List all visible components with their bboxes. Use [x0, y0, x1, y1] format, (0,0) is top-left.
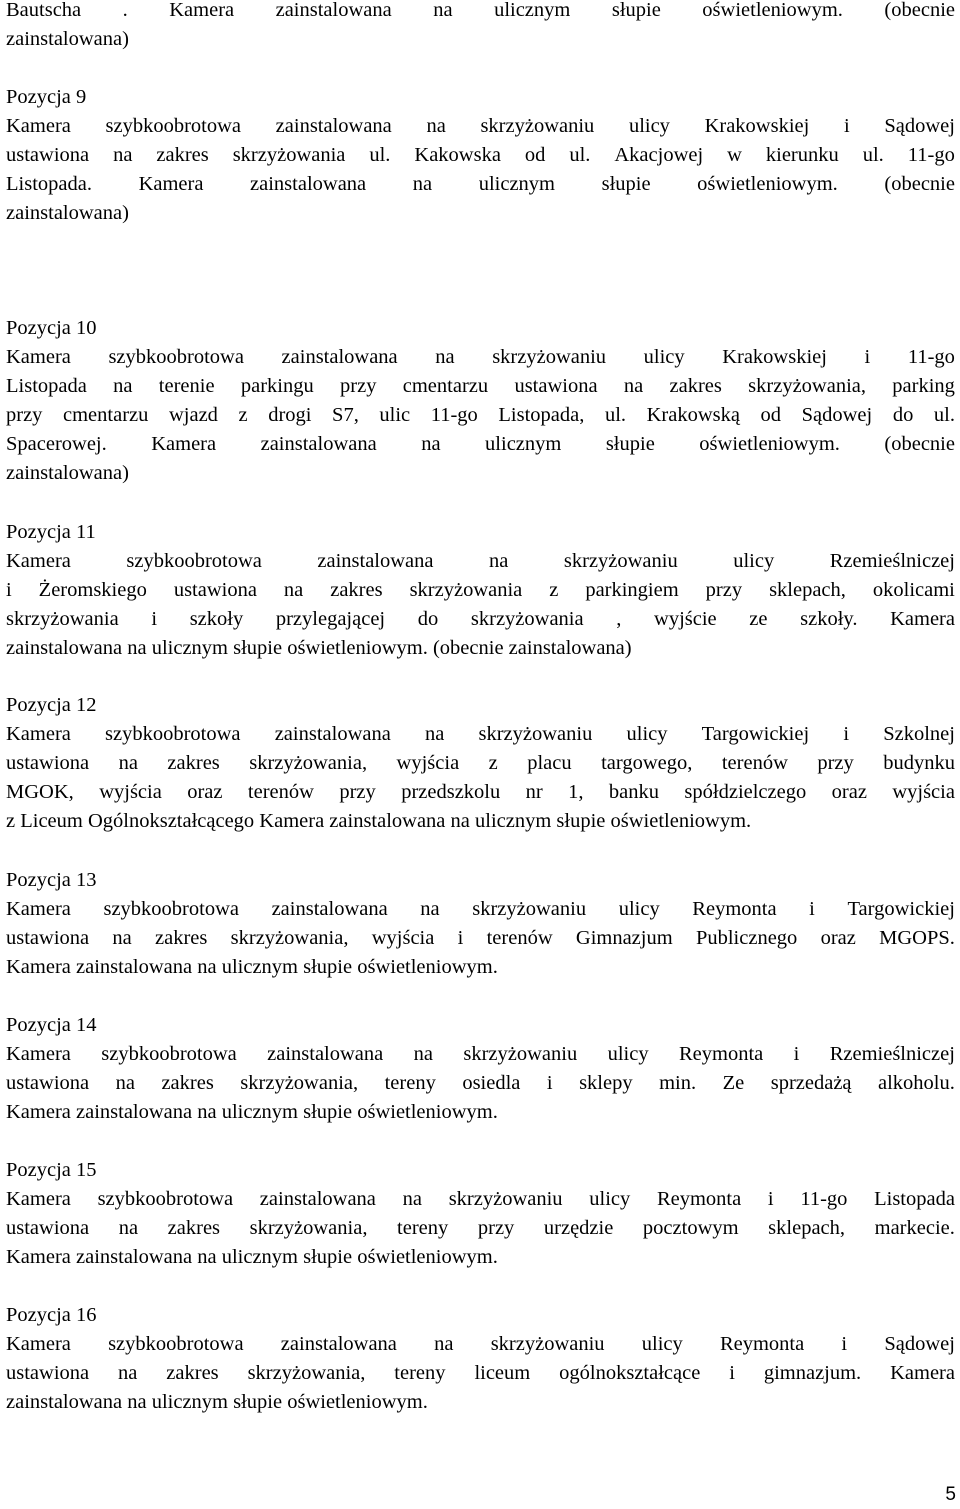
word: ustawiona	[514, 375, 598, 397]
word: Kamera	[169, 0, 235, 21]
word: skrzyżowania,	[748, 375, 866, 397]
word: sprzedażą	[770, 1072, 852, 1094]
word: zainstalowana	[271, 898, 388, 920]
word: ul.	[604, 404, 627, 426]
word: ustawiona	[6, 927, 90, 949]
word: oświetleniowym.	[697, 173, 838, 195]
text-line	[6, 112, 955, 141]
word: ulicy	[589, 1188, 631, 1210]
section-heading-p14: Pozycja 14	[6, 1014, 97, 1036]
word: skrzyżowania	[409, 579, 523, 601]
text-line	[6, 0, 955, 25]
word: skrzyżowania,	[249, 752, 368, 774]
word: na	[112, 927, 132, 949]
word: i	[864, 346, 871, 368]
word: zainstalowana	[317, 550, 434, 572]
page-number: 5	[945, 1484, 956, 1505]
word: i	[6, 579, 12, 601]
word: ustawiona	[6, 1072, 90, 1094]
word: ustawiona	[6, 1362, 90, 1384]
word: Sądowej	[884, 115, 955, 137]
word: zakres	[167, 752, 220, 774]
word: z	[549, 579, 559, 601]
word: wyjścia	[892, 781, 955, 803]
word: ulicy	[628, 115, 670, 137]
text-line	[6, 401, 955, 430]
word: banku	[608, 781, 660, 803]
word: do	[892, 404, 914, 426]
word: na	[489, 550, 509, 572]
word: na	[434, 1333, 454, 1355]
word: na	[412, 173, 433, 195]
word: Kamera	[890, 608, 955, 630]
word: zainstalowana	[275, 0, 392, 21]
word: Listopada	[874, 1188, 955, 1210]
word: zainstalowana	[250, 173, 367, 195]
word: i	[841, 1333, 848, 1355]
text-line	[6, 1359, 955, 1388]
word: słupie	[611, 0, 661, 21]
word: skrzyżowaniu	[480, 115, 595, 137]
word: na	[421, 433, 441, 455]
text-line	[6, 720, 955, 749]
word: Żeromskiego	[38, 579, 147, 601]
text-line	[6, 895, 955, 924]
word: Rzemieślniczej	[829, 550, 955, 572]
word: skrzyżowaniu	[490, 1333, 605, 1355]
text-line	[6, 1214, 955, 1243]
word: Targowickiej	[847, 898, 955, 920]
word: zakres	[155, 927, 208, 949]
word: skrzyżowania,	[249, 1217, 368, 1239]
word: Reymonta	[719, 1333, 805, 1355]
word: Kamera	[6, 1043, 71, 1065]
text-line	[6, 576, 955, 605]
word: min.	[659, 1072, 697, 1094]
text-line: zainstalowana)	[6, 462, 129, 484]
word: wyjście	[654, 608, 717, 630]
word: Gimnazjum	[575, 927, 673, 949]
word: cmentarzu	[63, 404, 149, 426]
word: oświetleniowym.	[699, 433, 840, 455]
word: kierunku	[765, 144, 839, 166]
word: ustawiona	[6, 1217, 90, 1239]
word: targowego,	[601, 752, 693, 774]
word: i	[843, 115, 850, 137]
word: 11-go	[907, 346, 955, 368]
text-line: zainstalowana)	[6, 202, 129, 224]
word: szybkoobrotowa	[105, 115, 242, 137]
word: cmentarzu	[402, 375, 489, 397]
text-line	[6, 924, 955, 953]
word: Kamera	[890, 1362, 955, 1384]
word: szybkoobrotowa	[108, 1333, 244, 1355]
word: skrzyżowania,	[240, 1072, 359, 1094]
word: ul.	[862, 144, 884, 166]
word: wyjścia	[371, 927, 435, 949]
word: i	[767, 1188, 774, 1210]
paragraph-p9	[6, 112, 955, 228]
word: urzędzie	[543, 1217, 614, 1239]
word: S7,	[332, 404, 359, 426]
word: tereny	[384, 1072, 436, 1094]
word: przedszkolu	[401, 781, 501, 803]
word: z	[488, 752, 498, 774]
word: MGOK,	[6, 781, 74, 803]
word: na	[435, 346, 455, 368]
word: i	[151, 608, 158, 630]
word: na	[420, 898, 440, 920]
word: Ze	[722, 1072, 745, 1094]
word: szybkoobrotowa	[105, 723, 241, 745]
word: ,	[616, 608, 622, 630]
word: skrzyżowania,	[247, 1362, 366, 1384]
word: 1,	[568, 781, 584, 803]
word: oraz	[820, 927, 856, 949]
word: Targowickiej	[701, 723, 810, 745]
word: skrzyżowania,	[230, 927, 349, 949]
word: sklepy	[579, 1072, 633, 1094]
text-line: zainstalowana na ulicznym słupie oświetleniowym. (obecnie zainstalowana)	[6, 637, 632, 659]
word: słupie	[605, 433, 655, 455]
word: skrzyżowaniu	[563, 550, 678, 572]
word: parkingiem	[585, 579, 679, 601]
word: nr	[525, 781, 543, 803]
word: na	[113, 144, 133, 166]
word: Kamera	[6, 346, 71, 368]
word: osiedla	[462, 1072, 521, 1094]
word: okolicami	[872, 579, 955, 601]
word: parkingu	[240, 375, 314, 397]
word: ulicznym	[478, 173, 555, 195]
text-line	[6, 1069, 955, 1098]
word: markecie.	[874, 1217, 955, 1239]
word: szybkoobrotowa	[108, 346, 244, 368]
text-line	[6, 547, 955, 576]
text-line: z Liceum Ogólnokształcącego Kamera zainstalowana na ulicznym słupie oświetleniowym.	[6, 810, 752, 832]
intro-paragraph	[6, 0, 955, 54]
text-line: zainstalowana na ulicznym słupie oświetleniowym.	[6, 1391, 428, 1413]
word: wyjścia	[99, 781, 162, 803]
word: terenów	[721, 752, 788, 774]
word: Rzemieślniczej	[829, 1043, 955, 1065]
text-line	[6, 605, 955, 634]
word: tereny	[394, 1362, 446, 1384]
word: sklepach,	[768, 1217, 846, 1239]
word: od	[524, 144, 546, 166]
word: skrzyżowaniu	[492, 346, 607, 368]
word: 11-go	[907, 144, 955, 166]
text-line	[6, 1185, 955, 1214]
word: przy	[339, 781, 376, 803]
word: ulicy	[643, 346, 685, 368]
word: Kamera	[151, 433, 217, 455]
word: skrzyżowania	[6, 608, 119, 630]
paragraph-p12	[6, 720, 955, 836]
word: na	[118, 1217, 139, 1239]
word: oraz	[187, 781, 223, 803]
word: Kamera	[138, 173, 204, 195]
word: i	[546, 1072, 553, 1094]
word: ustawiona	[6, 752, 90, 774]
word: Sądowej	[884, 1333, 955, 1355]
word: na	[426, 115, 446, 137]
word: pocztowym	[642, 1217, 739, 1239]
word: i	[457, 927, 464, 949]
text-line	[6, 343, 955, 372]
word: na	[283, 579, 304, 601]
word: (obecnie	[884, 433, 955, 455]
word: ulicznym	[485, 433, 562, 455]
word: szybkoobrotowa	[97, 1188, 234, 1210]
word: Bautscha	[6, 0, 82, 21]
word: skrzyżowaniu	[478, 723, 593, 745]
word: przy	[477, 1217, 515, 1239]
word: skrzyżowaniu	[448, 1188, 563, 1210]
section-heading-p15: Pozycja 15	[6, 1159, 97, 1181]
word: placu	[527, 752, 572, 774]
word: na	[115, 1072, 135, 1094]
word: Sądowej	[801, 404, 873, 426]
word: Krakowską	[646, 404, 740, 426]
word: Szkolnej	[883, 723, 955, 745]
word: ulicy	[641, 1333, 683, 1355]
word: skrzyżowania	[470, 608, 584, 630]
section-heading-p10: Pozycja 10	[6, 317, 97, 339]
text-line: Kamera zainstalowana na ulicznym słupie oświetleniowym.	[6, 956, 498, 978]
word: skrzyżowaniu	[472, 898, 587, 920]
word: Kamera	[6, 1188, 71, 1210]
word: na	[413, 1043, 433, 1065]
word: szkoły.	[800, 608, 858, 630]
word: zakres	[161, 1072, 214, 1094]
word: zainstalowana	[275, 115, 392, 137]
word: zainstalowana	[267, 1043, 384, 1065]
word: 11-go	[800, 1188, 848, 1210]
word: zainstalowana	[259, 1188, 376, 1210]
word: Krakowskiej	[704, 115, 810, 137]
word: i	[793, 1043, 800, 1065]
word: szybkoobrotowa	[103, 898, 239, 920]
word: ul.	[369, 144, 391, 166]
word: i	[809, 898, 815, 920]
word: przylegającej	[275, 608, 386, 630]
section-heading-p12: Pozycja 12	[6, 694, 97, 716]
word: ustawiona	[6, 144, 90, 166]
text-line	[6, 1040, 955, 1069]
word: słupie	[601, 173, 651, 195]
word: Listopada.	[6, 173, 92, 195]
word: Kakowska	[414, 144, 501, 166]
word: 11-go	[430, 404, 478, 426]
word: Reymonta	[678, 1043, 764, 1065]
word: do	[417, 608, 439, 630]
text-line: Kamera zainstalowana na ulicznym słupie oświetleniowym.	[6, 1246, 498, 1268]
word: zakres	[166, 1362, 219, 1384]
text-line: Kamera zainstalowana na ulicznym słupie oświetleniowym.	[6, 1101, 498, 1123]
word: (obecnie	[884, 0, 955, 21]
word: od	[760, 404, 782, 426]
word: terenów	[486, 927, 553, 949]
word: przy	[817, 752, 854, 774]
word: tereny	[397, 1217, 449, 1239]
word: na	[118, 1362, 138, 1384]
word: skrzyżowaniu	[463, 1043, 578, 1065]
text-line	[6, 170, 955, 199]
word: Spacerowej.	[6, 433, 107, 455]
word: zainstalowana	[280, 1333, 397, 1355]
section-heading-p16: Pozycja 16	[6, 1304, 97, 1326]
word: Reymonta	[692, 898, 777, 920]
word: skrzyżowania	[232, 144, 346, 166]
text-line	[6, 1330, 955, 1359]
word: w	[727, 144, 742, 166]
word: na	[118, 752, 138, 774]
word: na	[113, 375, 133, 397]
word: budynku	[883, 752, 955, 774]
word: ulicy	[733, 550, 775, 572]
word: Kamera	[6, 115, 71, 137]
word: i	[729, 1362, 735, 1384]
word: Listopada	[6, 375, 87, 397]
word: zakres	[156, 144, 209, 166]
word: zainstalowana	[260, 433, 377, 455]
word: przy	[6, 404, 43, 426]
word: Listopada,	[498, 404, 585, 426]
word: terenów	[247, 781, 314, 803]
text-line: zainstalowana)	[6, 28, 129, 50]
paragraph-p11	[6, 547, 955, 663]
paragraph-p13	[6, 895, 955, 982]
word: .	[122, 0, 128, 21]
word: i	[843, 723, 850, 745]
word: (obecnie	[884, 173, 955, 195]
word: wyjścia	[396, 752, 460, 774]
text-line	[6, 372, 955, 401]
word: ustawiona	[173, 579, 257, 601]
section-heading-p9: Pozycja 9	[6, 86, 87, 108]
word: Publicznego	[695, 927, 798, 949]
word: ulicznym	[494, 0, 571, 21]
word: ze	[749, 608, 768, 630]
word: przy	[705, 579, 743, 601]
text-line	[6, 749, 955, 778]
word: zakres	[330, 579, 383, 601]
word: ulic	[379, 404, 411, 426]
word: liceum	[474, 1362, 531, 1384]
paragraph-p10	[6, 343, 955, 488]
word: sklepach,	[769, 579, 846, 601]
section-heading-p11: Pozycja 11	[6, 521, 96, 543]
word: Kamera	[6, 1333, 71, 1355]
word: Kamera	[6, 550, 71, 572]
word: ul.	[569, 144, 591, 166]
word: Kamera	[6, 723, 71, 745]
word: ulicy	[626, 723, 668, 745]
section-heading-p13: Pozycja 13	[6, 869, 97, 891]
word: wjazd	[168, 404, 218, 426]
text-line	[6, 430, 955, 459]
word: ogólnokształcące	[559, 1362, 701, 1384]
word: oraz	[831, 781, 867, 803]
word: na	[402, 1188, 422, 1210]
word: oświetleniowym.	[702, 0, 843, 21]
word: gimnazjum.	[763, 1362, 862, 1384]
word: na	[424, 723, 445, 745]
word: z	[238, 404, 248, 426]
word: zakres	[167, 1217, 221, 1239]
word: zainstalowana	[274, 723, 391, 745]
word: spółdzielczego	[684, 781, 807, 803]
paragraph-p16	[6, 1330, 955, 1417]
word: szkoły	[189, 608, 244, 630]
word: zainstalowana	[281, 346, 398, 368]
text-line	[6, 141, 955, 170]
word: ulicy	[618, 898, 660, 920]
word: ulicy	[607, 1043, 649, 1065]
paragraph-p14	[6, 1040, 955, 1127]
word: na	[433, 0, 453, 21]
word: szybkoobrotowa	[126, 550, 262, 572]
word: Reymonta	[656, 1188, 742, 1210]
word: przy	[340, 375, 377, 397]
paragraph-p15	[6, 1185, 955, 1272]
word: parking	[892, 375, 955, 397]
word: drogi	[268, 404, 312, 426]
word: Kamera	[6, 898, 71, 920]
word: Krakowskiej	[722, 346, 827, 368]
text-line	[6, 778, 955, 807]
word: szybkoobrotowa	[101, 1043, 237, 1065]
word: Akacjowej	[614, 144, 704, 166]
word: alkoholu.	[878, 1072, 955, 1094]
word: MGOPS.	[879, 927, 955, 949]
word: terenie	[158, 375, 215, 397]
word: na	[623, 375, 644, 397]
word: ul.	[933, 404, 955, 426]
word: zakres	[669, 375, 722, 397]
